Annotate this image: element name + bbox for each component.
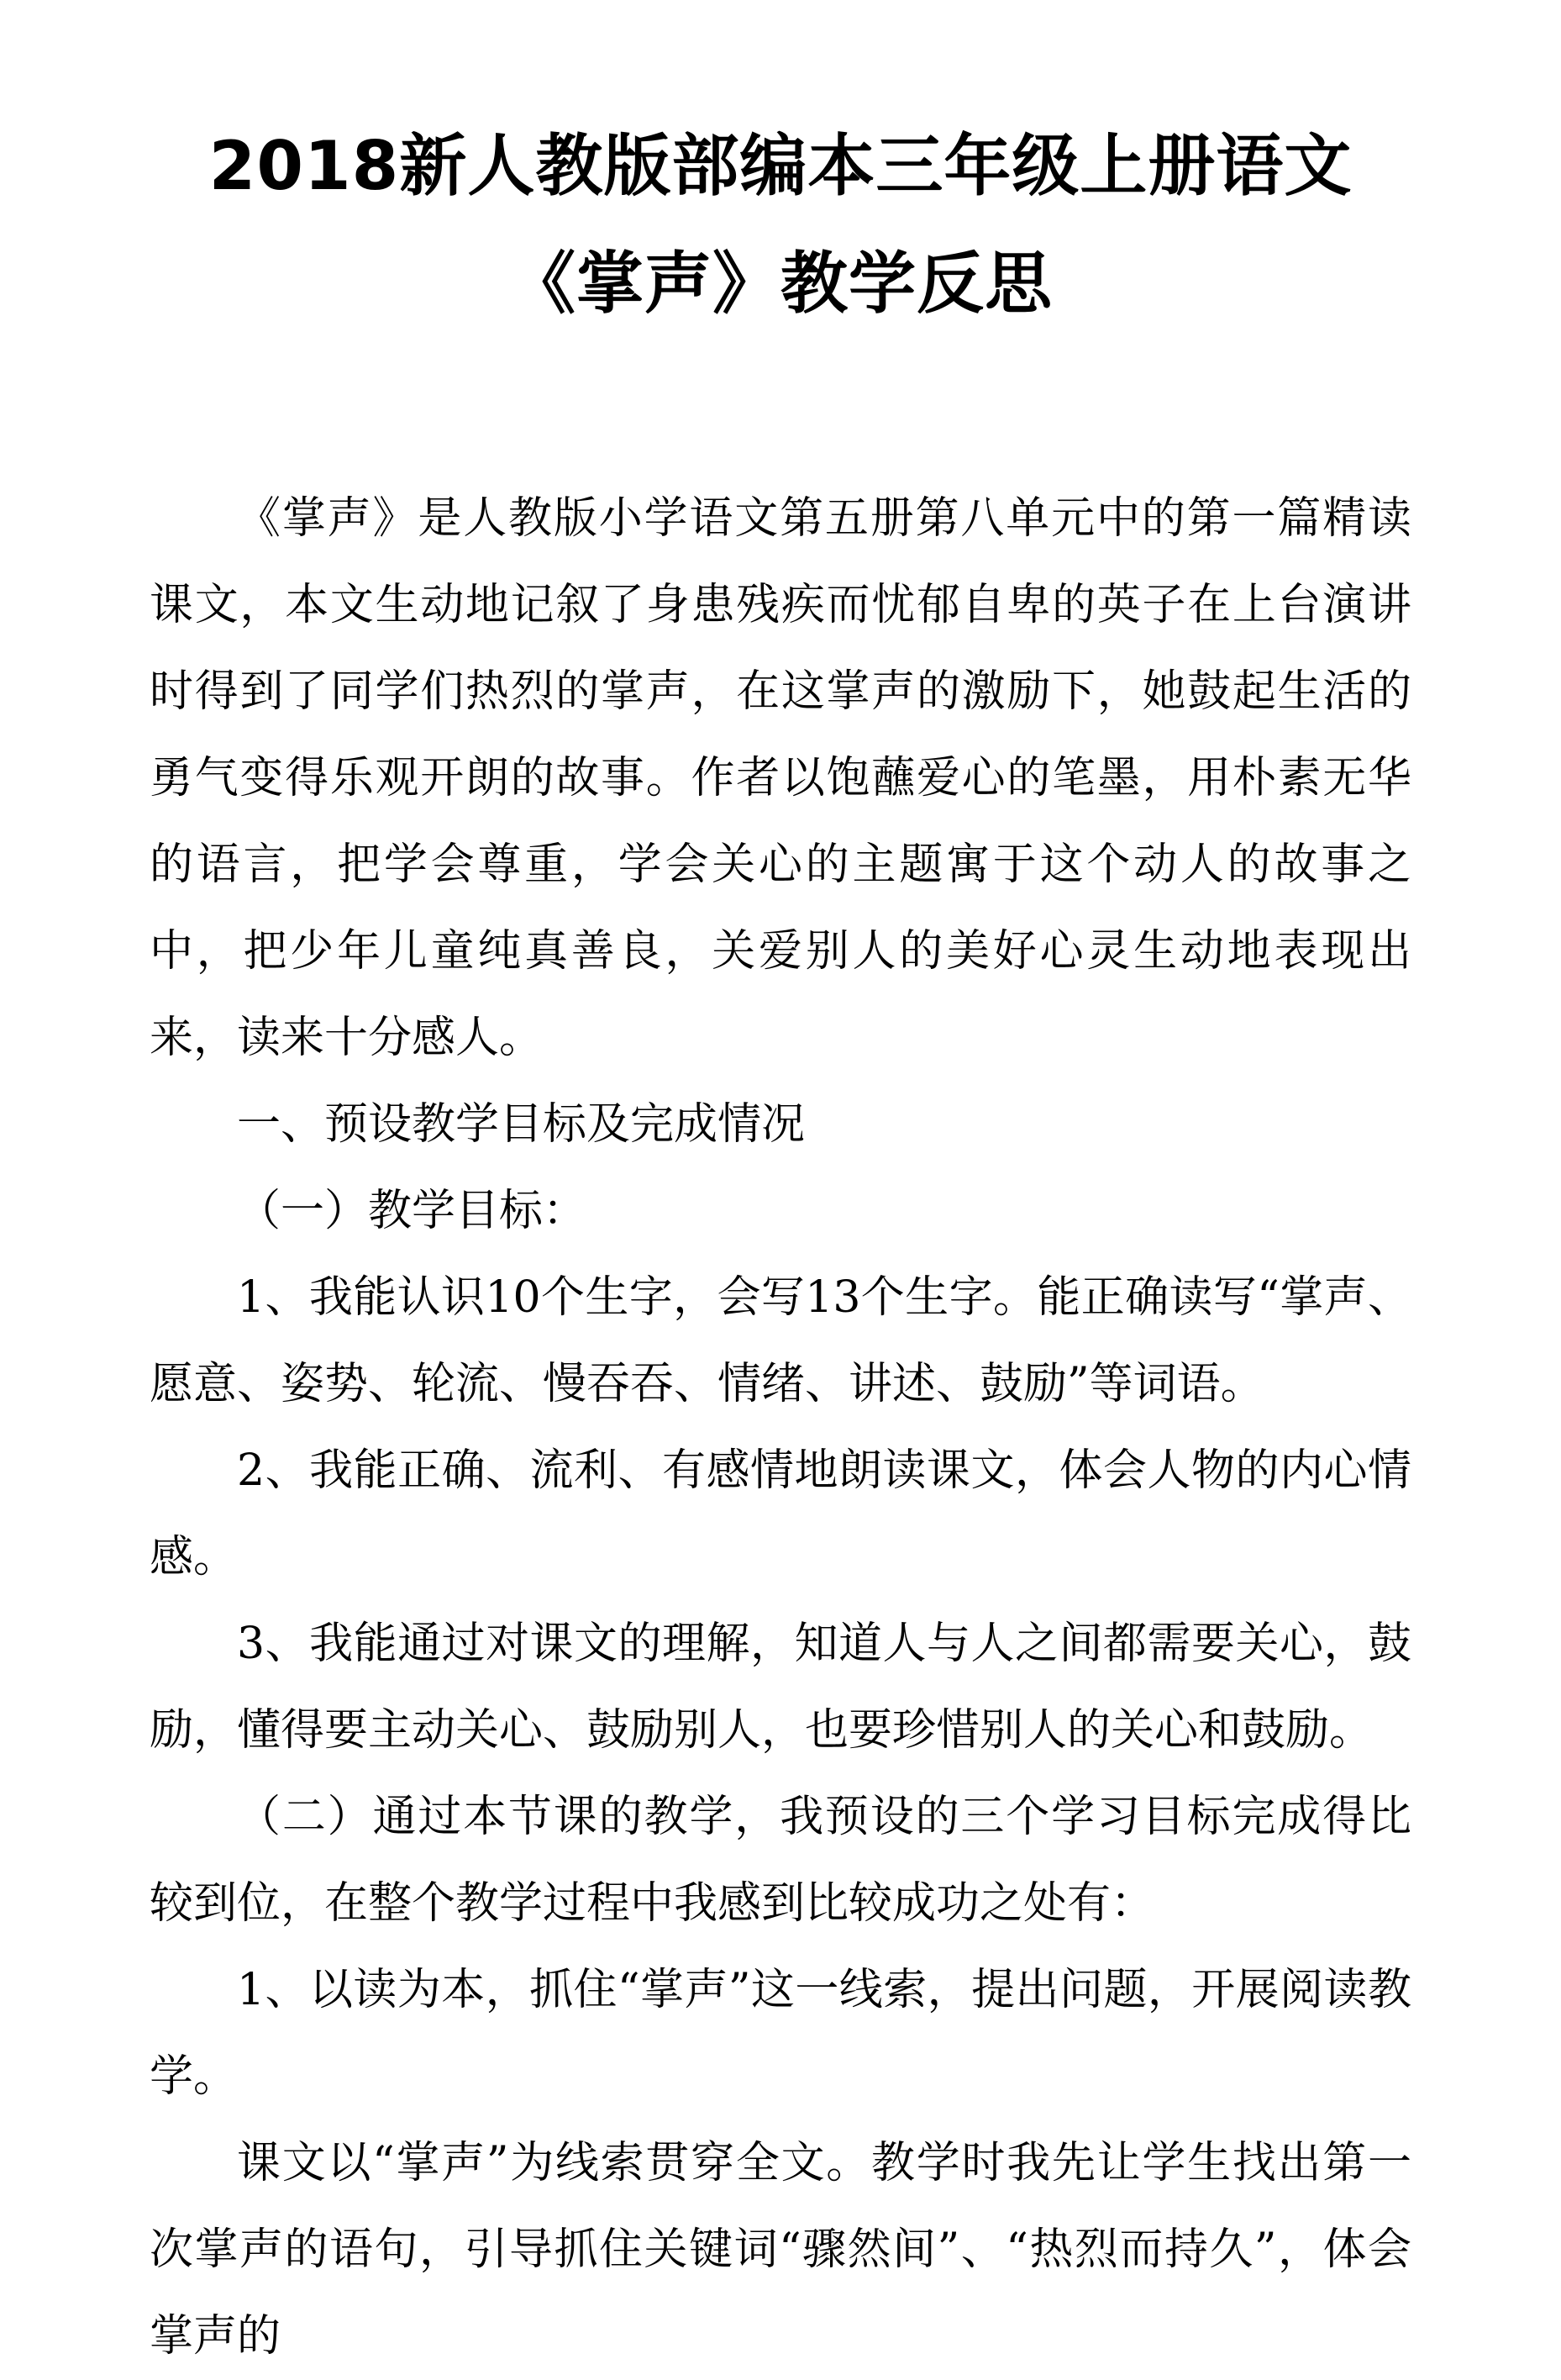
- document-body: [150, 476, 1411, 2380]
- list-item-goal-3: 3、我能通过对课文的理解，知道人与人之间都需要关心，鼓励，懂得要主动关心、鼓励别人，也要珍惜别人的关心和鼓励。: [150, 1619, 1411, 1756]
- list-item-goal-2: 2、我能正确、流利、有感情地朗读课文，体会人物的内心情感。: [150, 1445, 1411, 1582]
- section-heading-objectives: 一、预设教学目标及完成情况: [237, 1099, 806, 1150]
- document-title: 2018新人教版部编本三年级上册语文《掌声》教学反思: [208, 127, 1353, 323]
- subheading-completion: （二）通过本节课的教学，我预设的三个学习目标完成得比较到位，在整个教学过程中我感到比较成功之处有：: [150, 1792, 1411, 1929]
- list-item-success-1: 1、以读为本，抓住“掌声”这一线索，提出问题，开展阅读教学。: [150, 1965, 1411, 2102]
- paragraph-applause-thread: 课文以“掌声”为线索贯穿全文。教学时我先让学生找出第一次掌声的语句，引导抓住关键词“骤然间”、“热烈而持久”，体会掌声的: [150, 2138, 1411, 2362]
- subheading-teaching-goals: （一）教学目标：: [237, 1186, 587, 1236]
- list-item-goal-1: 1、我能认识10个生字，会写13个生字。能正确读写“掌声、愿意、姿势、轮流、慢吞吞、情绪、讲述、鼓励”等词语。: [150, 1272, 1411, 1409]
- paragraph-intro: 《掌声》是人教版小学语文第五册第八单元中的第一篇精读课文，本文生动地记叙了身患残疾而忧郁自卑的英子在上台演讲时得到了同学们热烈的掌声，在这掌声的激励下，她鼓起生活的勇气变得乐观开朗的故事。作者以饱蘸爱心的笔墨，用朴素无华的语言，把学会尊重，学会关心的主题寓于这个动人的故事之中，把少年儿童纯真善良，关爱别人的美好心灵生动地表现出来，读来十分感人。: [150, 493, 1411, 1063]
